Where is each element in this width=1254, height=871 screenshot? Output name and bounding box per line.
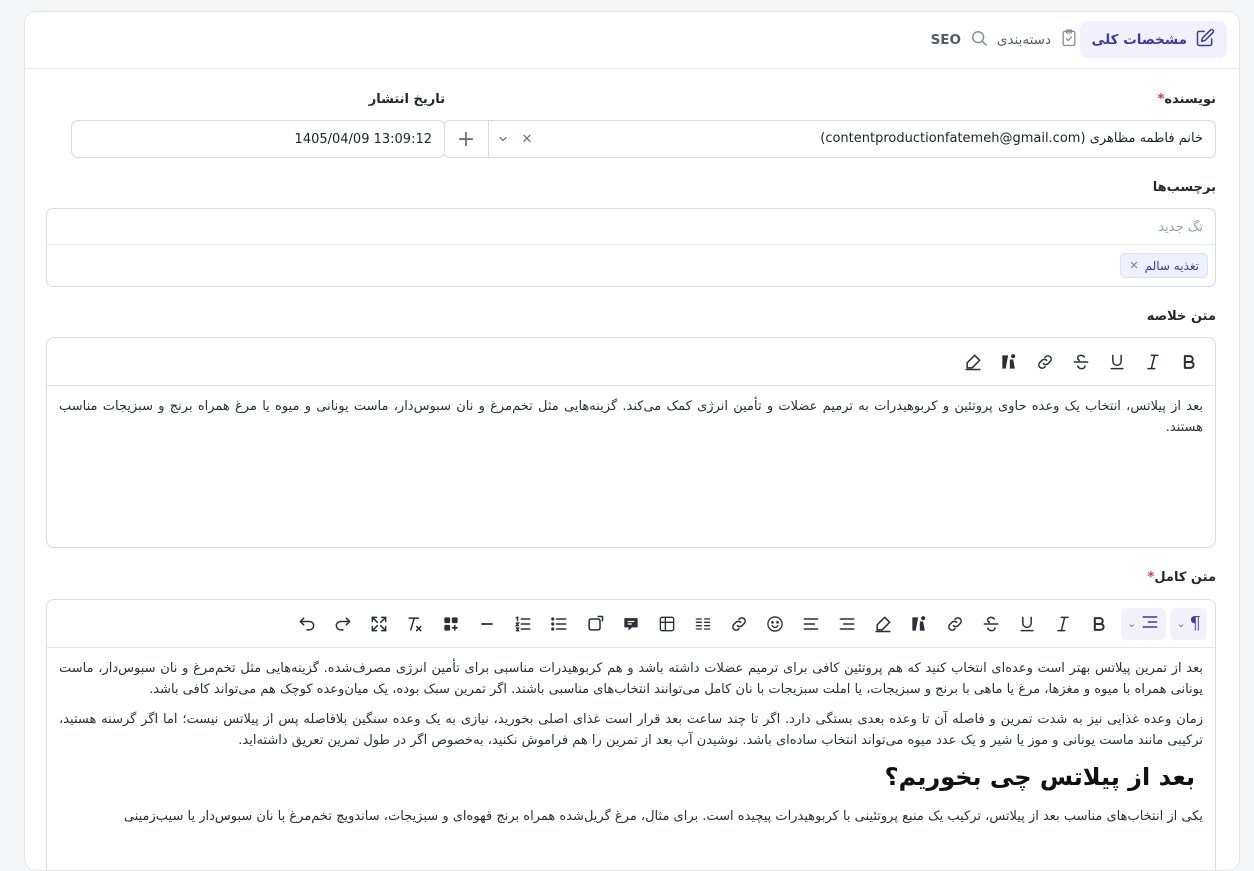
redo-icon[interactable] [325, 608, 361, 640]
summary-label: متن خلاصه [1146, 309, 1216, 324]
full-text-content[interactable] [47, 648, 1215, 846]
italic-button[interactable] [1045, 608, 1081, 640]
publish-date-field[interactable] [71, 120, 445, 158]
paragraph-icon: ¶ [1189, 613, 1201, 634]
highlight-icon[interactable] [865, 608, 901, 640]
highlight-icon[interactable] [955, 346, 991, 378]
author-value: خانم فاطمه مظاهری (contentproductionfatemeh@gmail.com) [820, 131, 1203, 146]
full-text-label: متن کامل* [1147, 570, 1216, 585]
table-icon[interactable] [649, 608, 685, 640]
tag-chip-label: تغذیه سالم [1144, 258, 1199, 273]
chevron-down-icon: ⌄ [1127, 617, 1137, 630]
strikethrough-button[interactable] [1063, 346, 1099, 378]
edit-icon [1195, 28, 1215, 52]
link-icon[interactable] [937, 608, 973, 640]
summary-text: بعد از پیلاتس، انتخاب یک وعده حاوی پروتئین و کربوهیدرات به ترمیم عضلات و تأمین انرژی کمک می‌کند. گزینه‌هایی مثل تخم‌مرغ و نان سبوس‌دار، ماست یونانی و میوه یا مرغ همراه برنج و سبزیجات مناسب هستند. [59, 399, 1203, 435]
new-tag-input[interactable] [47, 209, 1215, 245]
italic-button[interactable] [1135, 346, 1171, 378]
horizontal-rule-icon[interactable] [469, 608, 505, 640]
search-icon [969, 28, 989, 52]
tab-seo-label: SEO [930, 31, 961, 48]
author-select[interactable] [443, 120, 1216, 158]
align-right-icon [1140, 612, 1160, 636]
ordered-list-icon[interactable] [505, 608, 541, 640]
paragraph-style-dropdown[interactable] [1170, 608, 1207, 640]
tab-category-label: دسته‌بندی [996, 31, 1051, 48]
full-text-toolbar [47, 600, 1215, 648]
tags-label: برچسب‌ها [1152, 180, 1216, 195]
required-mark: * [1157, 92, 1165, 107]
clear-format-icon[interactable] [397, 608, 433, 640]
tab-seo[interactable] [919, 21, 1001, 58]
text-color-icon[interactable] [901, 608, 937, 640]
align-dropdown[interactable] [1121, 608, 1166, 640]
underline-button[interactable] [1099, 346, 1135, 378]
align-left-icon[interactable] [793, 608, 829, 640]
tag-chip [1120, 253, 1208, 278]
comment-icon[interactable] [613, 608, 649, 640]
strikethrough-button[interactable] [973, 608, 1009, 640]
post-form-card [24, 11, 1240, 871]
emoji-icon[interactable] [757, 608, 793, 640]
summary-editor [46, 337, 1216, 548]
publish-date-input[interactable] [72, 121, 444, 157]
text-color-icon[interactable] [991, 346, 1027, 378]
tags-field [46, 208, 1216, 287]
content-heading: بعد از پیلاتس چی بخوریم؟ [884, 763, 1195, 791]
embed-icon[interactable] [577, 608, 613, 640]
chevron-down-icon: ⌄ [1176, 617, 1186, 630]
underline-button[interactable] [1009, 608, 1045, 640]
align-right-icon[interactable] [829, 608, 865, 640]
summary-toolbar [47, 338, 1215, 386]
fullscreen-icon[interactable] [361, 608, 397, 640]
paragraph: بعد از تمرین پیلاتس بهتر است وعده‌ای انتخاب کنید که هم پروتئین کافی برای ترمیم عضلات داشته باشد و هم کربوهیدرات مناسبی برای تأمین انرژی مصرف‌شده. گزینه‌هایی مثل تخم‌مرغ و نان سبوس‌دار، ماست یونانی همراه با میوه و مغزها، مرغ یا ماهی با برنج و سبزیجات، یا املت سبزیجات با نان کامل می‌توانند انتخاب‌های مناسبی باشند. اگر تمرین سبک بوده، یک میان‌وعده کوچک هم می‌تواند کافی باشد. [59, 661, 1203, 697]
required-mark: * [1147, 570, 1155, 585]
author-label: نویسنده* [1157, 92, 1216, 107]
tab-general[interactable] [1080, 21, 1227, 58]
paragraph: زمان وعده غذایی نیز به شدت تمرین و فاصله آن تا وعده بعدی بستگی دارد. اگر تا چند ساعت بعد قرار است غذای اصلی بخورید، نیازی به یک وعده سنگین بلافاصله پس از پیلاتس نیست؛ اما اگر گرسنه هستید، ترکیبی مانند ماست یونانی و موز یا شیر و یک عدد میوه می‌تواند انتخاب ساده‌ای باشد. نوشیدن آب بعد از تمرین را هم فراموش نکنید، به‌خصوص اگر در طول تمرین تعریق داشته‌اید. [59, 712, 1203, 748]
tab-bar [25, 12, 1239, 69]
summary-content[interactable] [47, 386, 1215, 457]
remove-tag-icon[interactable]: ✕ [1129, 259, 1139, 272]
columns-icon[interactable] [685, 608, 721, 640]
bold-button[interactable] [1081, 608, 1117, 640]
add-author-button[interactable]: + [444, 121, 489, 157]
author-actions [444, 121, 537, 157]
full-text-editor [46, 599, 1216, 871]
link-icon[interactable] [1027, 346, 1063, 378]
bold-button[interactable] [1171, 346, 1207, 378]
tab-general-label: مشخصات کلی [1091, 31, 1187, 48]
clipboard-check-icon [1059, 28, 1079, 52]
clear-author-icon[interactable]: ✕ [521, 131, 533, 147]
chevron-down-icon[interactable] [493, 121, 513, 157]
link-icon[interactable] [721, 608, 757, 640]
bullet-list-icon[interactable] [541, 608, 577, 640]
paragraph: یکی از انتخاب‌های مناسب بعد از پیلاتس، ترکیب یک منبع پروتئینی با کربوهیدرات پیچیده است. برای مثال، مرغ گریل‌شده همراه برنج قهوه‌ای و سبزیجات، ساندویچ تخم‌مرغ با نان سبوس‌دار یا سیب‌زمینی [123, 809, 1203, 824]
publish-date-label: تاریخ انتشار [368, 92, 445, 107]
blocks-icon[interactable] [433, 608, 469, 640]
undo-icon[interactable] [289, 608, 325, 640]
